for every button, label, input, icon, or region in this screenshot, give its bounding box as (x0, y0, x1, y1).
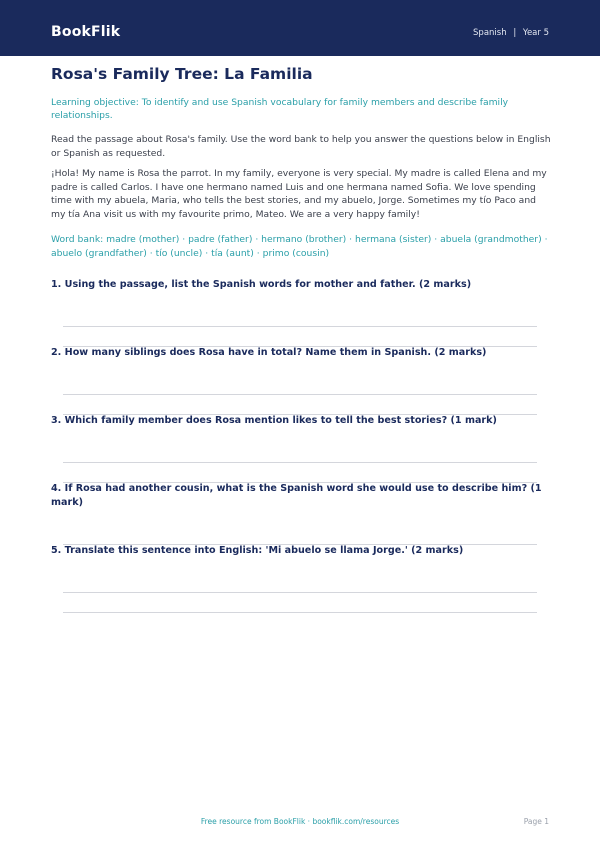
year-label: Year 5 (522, 28, 549, 38)
answer-line[interactable] (63, 394, 537, 395)
worksheet-title: Rosa's Family Tree: La Familia (51, 65, 313, 83)
instructions-text: Read the passage about Rosa's family. Use the word bank to help you answer the questions below in English or Spanish as requested. (51, 134, 551, 159)
question-4: 4. If Rosa had another cousin, what is the Spanish word she would use to describe him? (1 mark) (51, 483, 542, 508)
learning-objective: Learning objective: To identify and use Spanish vocabulary for family members and describe family relationships. (51, 97, 509, 121)
word-bank: Word bank: madre (mother) · padre (father) · hermano (brother) · hermana (sister) · abuela (grandmother) · abuelo (grandfather) · tío (uncle) · tía (aunt) · primo (cousin) (51, 234, 548, 259)
footer-note: Free resource from BookFlik · bookflik.com/resources (200, 817, 400, 826)
question-3: 3. Which family member does Rosa mention likes to tell the best stories? (1 mark) (51, 415, 497, 426)
answer-line[interactable] (63, 462, 537, 463)
question-1: 1. Using the passage, list the Spanish words for mother and father. (2 marks) (51, 279, 472, 290)
brand-logo-text: BookFlik (51, 24, 121, 40)
answer-line[interactable] (63, 592, 537, 593)
answer-line[interactable] (63, 612, 537, 613)
page-header (0, 0, 600, 56)
page-number: Page 1 (523, 817, 549, 826)
answer-line[interactable] (63, 326, 537, 327)
subject-label: Spanish (473, 28, 507, 38)
reading-passage: ¡Hola! My name is Rosa the parrot. In my family, everyone is very special. My madre is called Elena and my padre is called Carlos. I have one hermano named Luis and one hermana named Sofia. We love spending time with my abuela, Maria, who tells the best stories, and my abuelo, Jorge. Sometimes my tío Paco and my tía Ana visit us with my favourite primo, Mateo. We are a very happy family! (51, 168, 547, 220)
question-5: 5. Translate this sentence into English: 'Mi abuelo se llama Jorge.' (2 marks) (51, 545, 464, 556)
question-2: 2. How many siblings does Rosa have in total? Name them in Spanish. (2 marks) (51, 347, 487, 358)
meta-separator: | (513, 28, 517, 38)
subject-year-label (473, 28, 549, 38)
